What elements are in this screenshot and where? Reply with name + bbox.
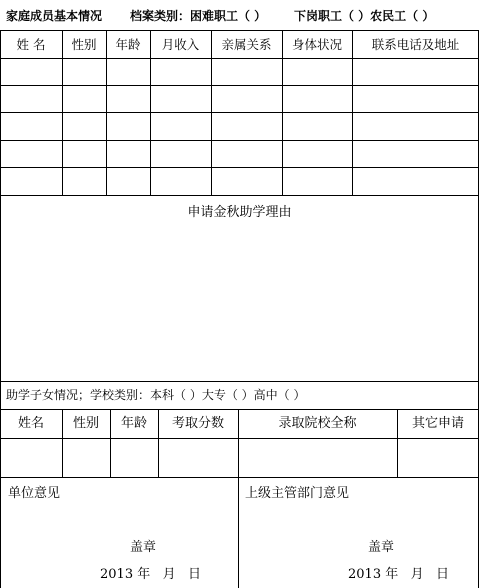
worker-type-label: 下岗职工（ ）农民工（ ） <box>294 9 435 23</box>
family-table-bottom-line <box>0 195 479 196</box>
student-header-school: 录取院校全称 <box>278 416 357 431</box>
header-age: 年龄 <box>115 37 141 52</box>
family-table-col-line <box>282 30 283 195</box>
student-table-header-line <box>0 438 479 439</box>
header-contact: 联系电话及地址 <box>371 37 460 52</box>
family-table-col-line <box>211 30 212 195</box>
student-header-score: 考取分数 <box>171 416 224 431</box>
archive-category-label: 档案类别：困难职工（ ） <box>130 9 267 23</box>
superior-date: 2013 年 月 日 <box>348 567 450 582</box>
opinion-divider <box>238 477 239 588</box>
family-table-row-line <box>0 85 479 86</box>
family-table-col-line <box>62 30 63 195</box>
family-table-col-line <box>150 30 151 195</box>
header-name: 姓 名 <box>16 37 46 52</box>
student-table-bottom-line <box>0 477 479 478</box>
superior-opinion-label: 上级主管部门意见 <box>245 486 350 501</box>
header-gender: 性别 <box>71 37 97 52</box>
student-header-age: 年龄 <box>120 416 147 431</box>
student-section-top-line <box>0 381 479 382</box>
frame-left-border <box>0 30 1 588</box>
student-header-gender: 性别 <box>72 416 99 431</box>
superior-seal-label: 盖章 <box>368 540 395 555</box>
family-table-col-line <box>106 30 107 195</box>
family-table-row-line <box>0 140 479 141</box>
family-table-row-line <box>0 112 479 113</box>
family-table-top-line <box>0 30 479 31</box>
reason-section-title: 申请金秋助学理由 <box>187 205 292 220</box>
family-table-row-line <box>0 167 479 168</box>
family-section-title: 家庭成员基本情况 <box>6 9 103 23</box>
student-header-name: 姓名 <box>17 416 44 431</box>
unit-opinion-label: 单位意见 <box>8 486 61 501</box>
unit-seal-label: 盖章 <box>130 540 157 555</box>
header-monthly-income: 月收入 <box>161 37 200 52</box>
student-section-title: 助学子女情况；学校类别：本科（ ）大专（ ）高中（ ） <box>6 388 306 402</box>
student-table-top-line <box>0 409 479 410</box>
header-health: 身体状况 <box>291 37 342 52</box>
family-table-header-line <box>0 58 479 59</box>
header-relationship: 亲属关系 <box>221 37 272 52</box>
student-header-other: 其它申请 <box>411 416 464 431</box>
family-table-col-line <box>352 30 353 195</box>
unit-date: 2013 年 月 日 <box>100 567 202 582</box>
